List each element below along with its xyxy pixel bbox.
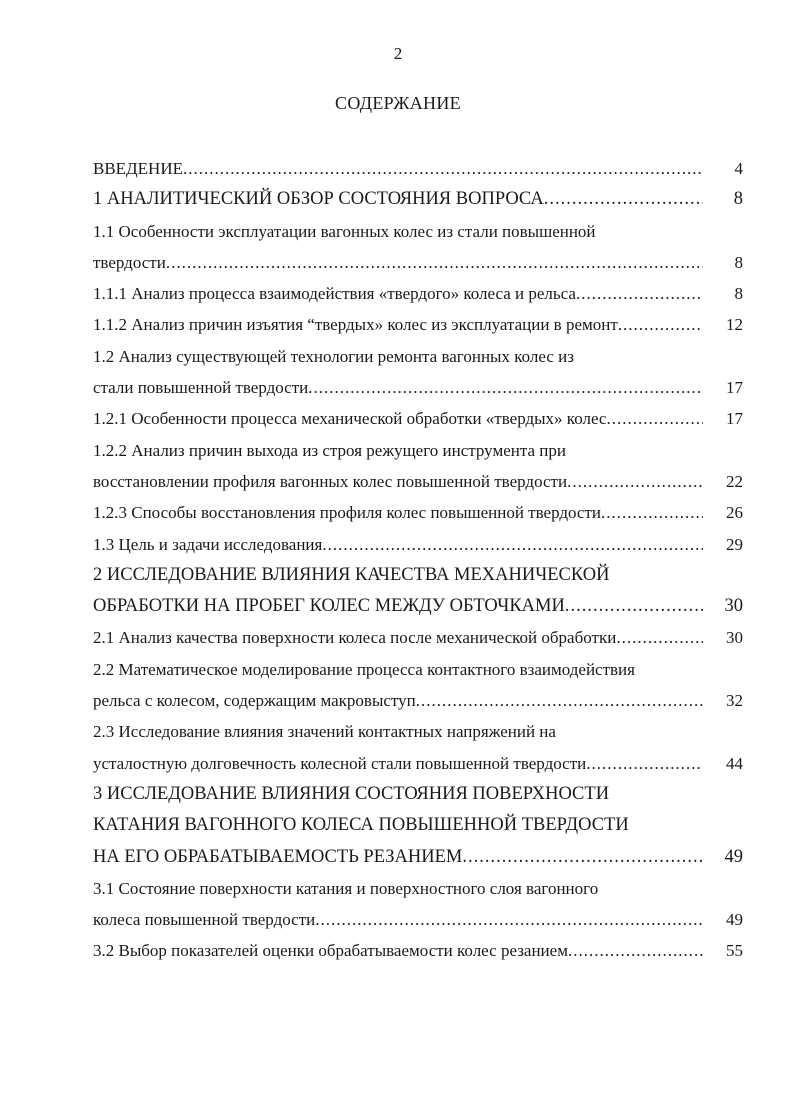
toc-entry-text-line: 3.1 Состояние поверхности катания и поверхностного слоя вагонного <box>93 878 599 898</box>
toc-entry <box>93 435 743 498</box>
toc-entry-text-line: 1.2 Анализ существующей технологии ремонта вагонных колес из <box>93 346 574 366</box>
toc-page-number: 8 <box>733 189 743 210</box>
toc-entry-leader-row <box>93 309 743 340</box>
toc-page-number: 17 <box>726 378 743 398</box>
toc-entry <box>93 278 743 309</box>
toc-entry <box>93 716 743 779</box>
dot-leader <box>416 685 703 716</box>
toc-entry-text-line: 1.1 Особенности эксплуатации вагонных колес из стали повышенной <box>93 221 596 241</box>
toc-entry-text-line: 1.1.1 Анализ процесса взаимодействия «твердого» колеса и рельса <box>93 284 576 304</box>
toc-entry <box>93 779 743 873</box>
toc-page-number: 30 <box>724 596 743 617</box>
toc-entry <box>93 529 743 560</box>
dot-leader <box>576 278 703 309</box>
toc-entry-text-line: 3.2 Выбор показателей оценки обрабатываемости колес резанием <box>93 941 568 961</box>
toc-page-number: 29 <box>726 534 743 554</box>
dot-leader <box>183 153 703 184</box>
toc-entry-leader-row <box>93 247 743 278</box>
toc-entry-leader-row <box>93 842 743 873</box>
toc-entry <box>93 153 743 184</box>
toc-entry-text-line: 2.1 Анализ качества поверхности колеса после механической обработки <box>93 628 617 648</box>
toc-page-number: 32 <box>726 691 743 711</box>
toc-page-number: 55 <box>726 941 743 961</box>
toc-entry <box>93 935 743 966</box>
dot-leader <box>462 842 703 873</box>
toc-entry-text-line: рельса с колесом, содержащим макровыступ <box>93 691 416 711</box>
dot-leader <box>618 309 703 340</box>
dot-leader <box>616 622 703 653</box>
toc-entry-text-line: твердости <box>93 252 166 272</box>
toc-entry <box>93 873 743 936</box>
dot-leader <box>567 466 703 497</box>
toc-entry <box>93 654 743 717</box>
toc-entry <box>93 622 743 653</box>
toc-entry-text-line: 2 ИССЛЕДОВАНИЕ ВЛИЯНИЯ КАЧЕСТВА МЕХАНИЧЕСКОЙ <box>93 564 610 585</box>
toc-entry-text-line: восстановлении профиля вагонных колес повышенной твердости <box>93 471 568 491</box>
dot-leader <box>308 372 703 403</box>
dot-leader <box>586 748 703 779</box>
toc-entry-text-line: стали повышенной твердости <box>93 378 309 398</box>
toc-page-number: 4 <box>734 159 743 178</box>
toc-entry-text-line: 1 АНАЛИТИЧЕСКИЙ ОБЗОР СОСТОЯНИЯ ВОПРОСА <box>93 189 544 210</box>
toc-page-number: 17 <box>726 409 743 429</box>
toc-entry-text-line: 1.1.2 Анализ причин изъятия “твердых» колес из эксплуатации в ремонт <box>93 315 618 335</box>
toc-page-number: 12 <box>726 315 743 335</box>
toc-title: СОДЕРЖАНИЕ <box>335 93 461 113</box>
toc-page-number: 44 <box>726 753 743 773</box>
toc-entry-leader-row <box>93 904 743 935</box>
toc-page-number: 8 <box>734 252 743 272</box>
toc-entry <box>93 403 743 434</box>
toc-entry-leader-row <box>93 748 743 779</box>
toc-entry-leader-row <box>93 497 743 528</box>
dot-leader <box>568 935 703 966</box>
toc-page-number: 26 <box>726 503 743 523</box>
toc-page-number: 22 <box>726 471 743 491</box>
dot-leader <box>544 184 703 215</box>
dot-leader <box>565 591 703 622</box>
toc-entry-text-line: 2.2 Математическое моделирование процесса контактного взаимодействия <box>93 659 635 679</box>
toc-entry-leader-row <box>93 278 743 309</box>
toc-entry-text-line: 2.3 Исследование влияния значений контактных напряжений на <box>93 722 556 742</box>
table-of-contents <box>93 153 743 967</box>
toc-entry <box>93 309 743 340</box>
toc-entry-text-line: КАТАНИЯ ВАГОННОГО КОЛЕСА ПОВЫШЕННОЙ ТВЕРДОСТИ <box>93 815 629 836</box>
toc-entry-text-line: 1.2.2 Анализ причин выхода из строя режущего инструмента при <box>93 440 566 460</box>
toc-entry-text-line: ОБРАБОТКИ НА ПРОБЕГ КОЛЕС МЕЖДУ ОБТОЧКАМИ <box>93 596 565 617</box>
toc-entry-leader-row <box>93 153 743 184</box>
toc-page-number: 49 <box>724 846 743 867</box>
toc-entry-leader-row <box>93 466 743 497</box>
toc-entry-text-line: 1.2.1 Особенности процесса механической обработки «твердых» колес <box>93 409 607 429</box>
toc-entry-leader-row <box>93 372 743 403</box>
dot-leader <box>315 904 703 935</box>
dot-leader <box>606 403 703 434</box>
toc-entry <box>93 341 743 404</box>
toc-page-number: 30 <box>726 628 743 648</box>
dot-leader <box>166 247 703 278</box>
toc-entry-leader-row <box>93 184 743 215</box>
toc-entry-leader-row <box>93 403 743 434</box>
page-number: 2 <box>393 44 403 63</box>
toc-entry-leader-row <box>93 591 743 622</box>
toc-entry-text-line: усталостную долговечность колесной стали повышенной твердости <box>93 753 587 773</box>
toc-entry-text-line: 1.3 Цель и задачи исследования <box>93 534 323 554</box>
dot-leader <box>322 529 703 560</box>
toc-entry-leader-row <box>93 685 743 716</box>
toc-entry-text-line: ВВЕДЕНИЕ <box>93 159 183 178</box>
dot-leader <box>601 497 703 528</box>
toc-entry-text-line: 1.2.3 Способы восстановления профиля колес повышенной твердости <box>93 503 602 523</box>
toc-page-number: 8 <box>734 284 743 304</box>
toc-entry-text-line: колеса повышенной твердости <box>93 910 316 930</box>
toc-entry-leader-row <box>93 935 743 966</box>
toc-entry <box>93 560 743 623</box>
toc-entry-text-line: 3 ИССЛЕДОВАНИЕ ВЛИЯНИЯ СОСТОЯНИЯ ПОВЕРХНОСТИ <box>93 783 610 804</box>
toc-entry-text-line: НА ЕГО ОБРАБАТЫВАЕМОСТЬ РЕЗАНИЕМ <box>93 846 463 867</box>
toc-entry <box>93 497 743 528</box>
toc-entry <box>93 184 743 215</box>
toc-entry <box>93 216 743 279</box>
toc-entry-leader-row <box>93 529 743 560</box>
toc-page-number: 49 <box>726 910 743 930</box>
toc-entry-leader-row <box>93 622 743 653</box>
